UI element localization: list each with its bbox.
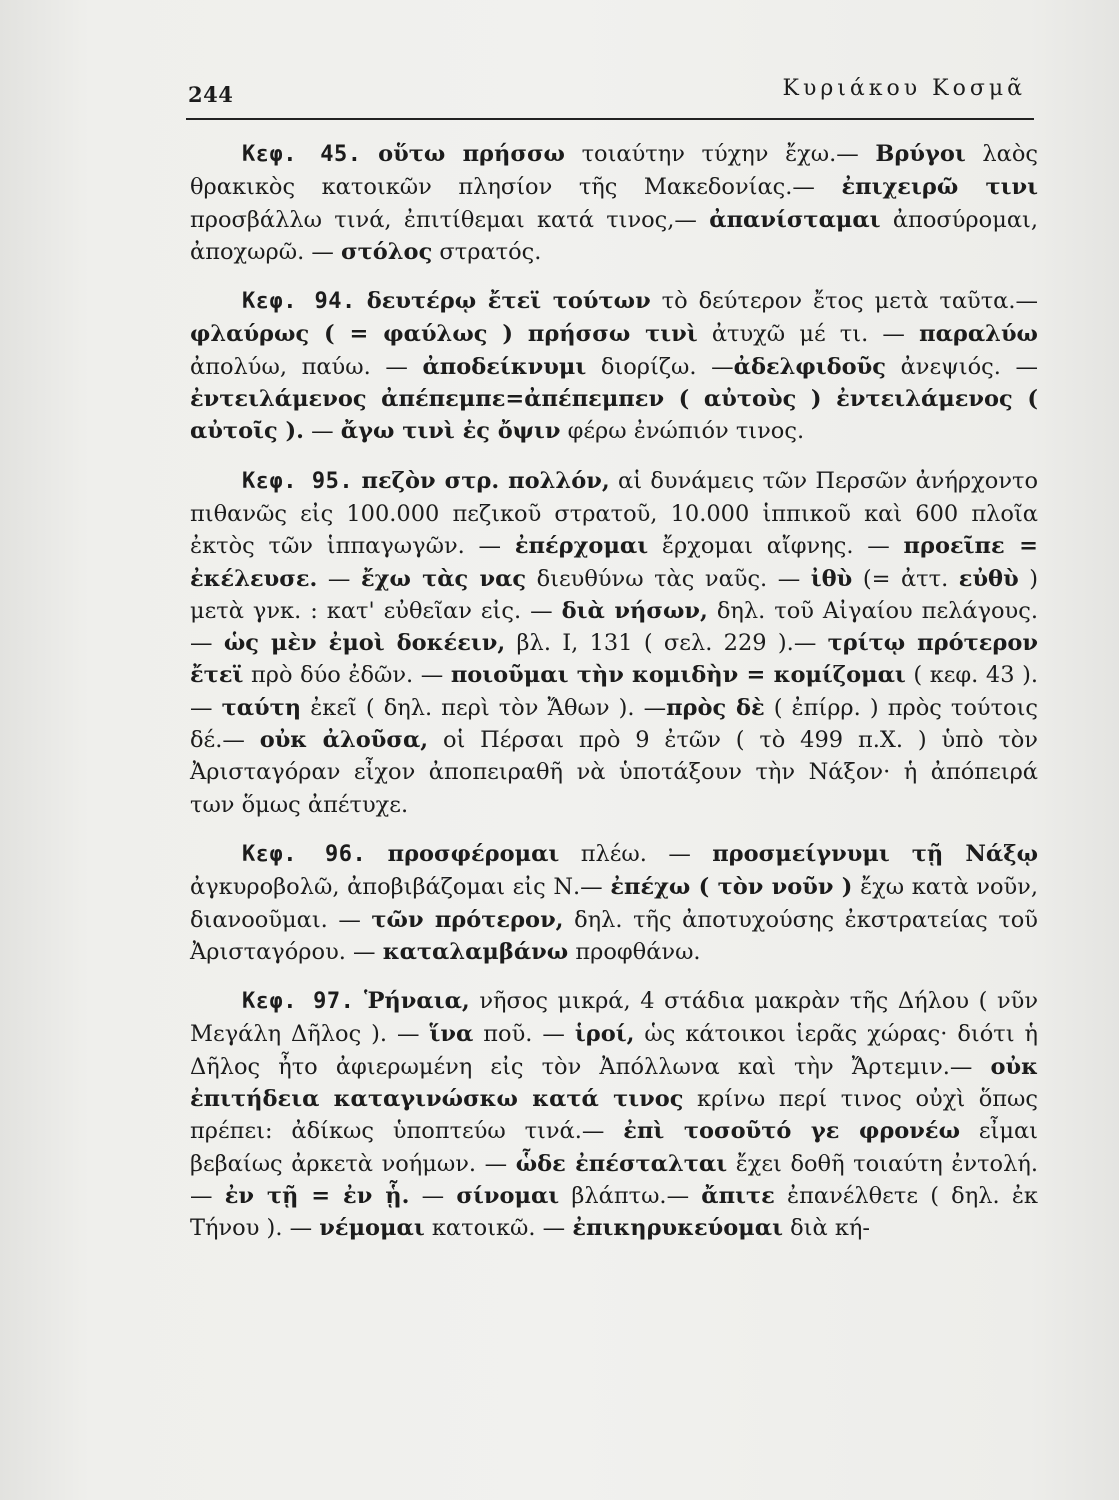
gloss-text: ποῦ. —: [473, 1021, 575, 1048]
gloss-text: οἱ Πέρσαι πρὸ 9 ἐτῶν ( τὸ 499 π.Χ. ) ὑπὸ τὸν Ἀρισταγόραν εἶχον ἀποπειραθῆ νὰ ὑποτάξουν τὴν Νάξον· ἡ ἀπόπειρά των ὅμως ἀπέτυχε.: [190, 727, 1038, 818]
lemma-term: Βρύγοι: [875, 141, 966, 167]
lemma-term: δευτέρῳ ἔτεϊ τούτων: [366, 288, 651, 315]
chapter-note-45: [190, 138, 1038, 268]
lemma-term: ἵνα: [429, 1021, 474, 1048]
lemma-term: ἐπιχειρῶ τινι: [841, 174, 1038, 201]
chapter-label: Κεφ. 96.: [242, 841, 367, 867]
lemma-term: νέμομαι: [319, 1215, 425, 1242]
lemma-term: ἐπὶ τοσοῦτό γε φρονέω: [623, 1118, 961, 1145]
gloss-text: κρίνω περί τινος οὐχὶ ὅπως πρέπει: ἀδίκως ὑποπτεύω τινά.—: [190, 1086, 1039, 1145]
gloss-text: προφθάνω.: [568, 938, 701, 965]
chapter-label: Κεφ. 45.: [242, 142, 362, 167]
gloss-text: νῆσος μικρά, 4 στάδια μακρὰν τῆς Δήλου ( νῦν Μεγάλη Δῆλος ). —: [190, 988, 1038, 1048]
lemma-term: ταύτη: [221, 694, 302, 721]
gloss-text: —: [317, 565, 361, 592]
lemma-term: προσφέρομαι: [387, 840, 560, 867]
chapter-label: Κεφ. 95.: [242, 468, 354, 494]
chapter-note-95: [190, 465, 1038, 821]
lemma-term: ἀδελφιδοῦς: [733, 353, 886, 380]
lemma-term: ἐπέχω ( τὸν νοῦν ): [610, 874, 853, 901]
gloss-text: ( ἐπίρρ. ) πρὸς τούτοις δέ.—: [190, 694, 1038, 754]
gloss-text: προσβάλλω τινά, ἐπιτίθεμαι κατά τινος,—: [190, 206, 710, 233]
lemma-term: σίνομαι: [456, 1182, 560, 1209]
chapter-note-96: [190, 838, 1038, 968]
gloss-text: δηλ. τῆς ἀποτυχούσης ἐκστρατείας τοῦ Ἀρισταγόρου. —: [190, 906, 1038, 965]
chapter-label: Κεφ. 94.: [242, 289, 356, 315]
gloss-text: ἀπολύω, παύω. —: [190, 353, 423, 380]
gloss-text: ἔρχομαι αἴφνης. —: [648, 533, 904, 560]
lemma-term: πρὸς δὲ: [666, 694, 765, 721]
chapter-note-94: [190, 285, 1038, 447]
gloss-text: ἀνεψιός. —: [885, 353, 1038, 380]
gloss-text: ἀποσύρομαι, ἀποχωρῶ. —: [190, 206, 1038, 265]
lemma-term: τρίτῳ πρότερον ἔτεϊ: [190, 630, 1038, 689]
chapter-label: Κεφ. 97.: [242, 989, 355, 1015]
gloss-text: ἔχω κατὰ νοῦν, διανοοῦμαι. —: [190, 874, 1038, 933]
gloss-text: κατοικῶ. —: [424, 1215, 573, 1242]
chapter-note-97: [190, 985, 1038, 1244]
lemma-term: προεῖπε = ἐκέλευσε.: [190, 533, 1038, 592]
lemma-term: τῶν πρότερον,: [371, 906, 564, 933]
gloss-text: πρὸ δύο ἐδῶν. —: [243, 662, 451, 689]
gloss-text: βλ. I, 131 ( σελ. 229 ).—: [505, 630, 828, 657]
lemma-term: οὐκ ἀλοῦσα,: [259, 727, 429, 754]
lemma-term: ἐπικηρυκεύομαι: [572, 1215, 783, 1242]
gloss-text: ἔχει δοθῆ τοιαύτη ἐντολή. —: [190, 1150, 1038, 1209]
lemma-term: ὡς μὲν ἐμοὶ δοκέειν,: [223, 630, 506, 657]
gloss-text: δηλ. τοῦ Αἰγαίου πελάγους.—: [190, 597, 1038, 657]
gloss-text: βλάπτω.—: [559, 1182, 702, 1209]
gloss-text: φέρω ἐνώπιόν τινος.: [560, 418, 805, 445]
page-number: 244: [188, 82, 234, 107]
gloss-text: στρατός.: [432, 238, 542, 265]
gloss-text: τὸ δεύτερον ἔτος μετὰ ταῦτα.—: [650, 288, 1039, 315]
gloss-text: διὰ κή-: [782, 1215, 870, 1242]
gloss-text: ἀγκυροβολῶ, ἀποβιβάζομαι εἰς Ν.—: [190, 874, 611, 901]
gloss-text: ἐπανέλθετε ( δηλ. ἐκ Τήνου ). —: [190, 1182, 1038, 1242]
lemma-term: ὧδε ἐπέσταλται: [515, 1150, 728, 1177]
lemma-term: ἰθὺ: [810, 565, 853, 592]
gloss-text: ) μετὰ γνκ. : κατ' εὐθεῖαν εἰς. —: [190, 565, 1038, 624]
page-header: [186, 72, 1034, 120]
gloss-text: ( κεφ. 43 ). —: [190, 662, 1039, 721]
gloss-text: —: [303, 418, 341, 445]
gloss-text: διορίζω. —: [586, 353, 734, 380]
lemma-term: ἄγω τινὶ ἐς ὄψιν: [340, 418, 561, 445]
gloss-text: —: [409, 1182, 457, 1209]
lemma-term: φλαύρως ( = φαύλως ) πρήσσω τινὶ: [190, 321, 698, 348]
lemma-term: ἐντειλάμενος ἀπέπεμπε=ἀπέπεμπεν ( αὐτοὺς ) ἐντειλάμενος ( αὐτοῖς ).: [190, 386, 1038, 445]
lemma-term: ἀποδείκνυμι: [422, 353, 587, 380]
lemma-term: πεζὸν στρ. πολλόν,: [361, 467, 610, 494]
lemma-term: Ῥήναια,: [363, 988, 470, 1015]
running-title: Κυριάκου Κοσμᾶ: [782, 76, 1026, 101]
lemma-term: ποιοῦμαι τὴν κομιδὴν = κομίζομαι: [450, 662, 906, 689]
gloss-text: πλέω. —: [559, 840, 713, 867]
gloss-text: τοιαύτην τύχην ἔχω.—: [564, 141, 876, 167]
lemma-term: ἱροί,: [574, 1021, 635, 1048]
gloss-text: ὡς κάτοικοι ἱερᾶς χώρας· διότι ἡ Δῆλος ἦτο ἀφιερωμένη εἰς τὸν Ἀπόλλωνα καὶ τὴν Ἄρτεμιν.—: [190, 1021, 1038, 1080]
gloss-text: εἶμαι βεβαίως ἀρκετὰ νοήμων. —: [190, 1118, 1038, 1177]
lemma-term: εὐθὺ: [958, 565, 1019, 592]
gloss-text: ἀτυχῶ μέ τι. —: [697, 321, 920, 348]
lemma-term: στόλος: [341, 238, 433, 265]
lemma-term: προσμείγνυμι τῇ Νάξῳ: [712, 840, 1038, 867]
lemma-term: διὰ νήσων,: [561, 597, 708, 624]
gloss-text: (= ἀττ.: [852, 565, 959, 592]
gloss-text: λαὸς θρακικὸς κατοικῶν πλησίον τῆς Μακεδονίας.—: [190, 141, 1038, 201]
lemma-term: ἄπιτε: [701, 1182, 775, 1209]
lemma-term: οὕτω πρήσσω: [378, 141, 565, 167]
lemma-term: παραλύω: [919, 321, 1038, 348]
gloss-text: αἱ δυνάμεις τῶν Περσῶν ἀνήρχοντο πιθανῶς εἰς 100.000 πεζικοῦ στρατοῦ, 10.000 ἱππικοῦ καὶ 600 πλοῖα ἐκτὸς τῶν ἱππαγωγῶν. —: [190, 467, 1039, 560]
lemma-term: ἔχω τὰς νας: [360, 565, 527, 592]
lemma-term: οὐκ ἐπιτήδεια καταγινώσκω κατά τινος: [190, 1053, 1038, 1113]
lemma-term: καταλαμβάνω: [382, 938, 569, 965]
gloss-text: ἐκεῖ ( δηλ. περὶ τὸν Ἄθων ). —: [301, 694, 667, 721]
lemma-term: ἐπέρχομαι: [514, 533, 649, 560]
commentary-text: [190, 138, 1038, 1245]
gloss-text: διευθύνω τὰς ναῦς. —: [526, 565, 811, 592]
lemma-term: ἀπανίσταμαι: [709, 206, 881, 233]
lemma-term: ἐν τῇ = ἐν ᾗ.: [224, 1182, 410, 1209]
